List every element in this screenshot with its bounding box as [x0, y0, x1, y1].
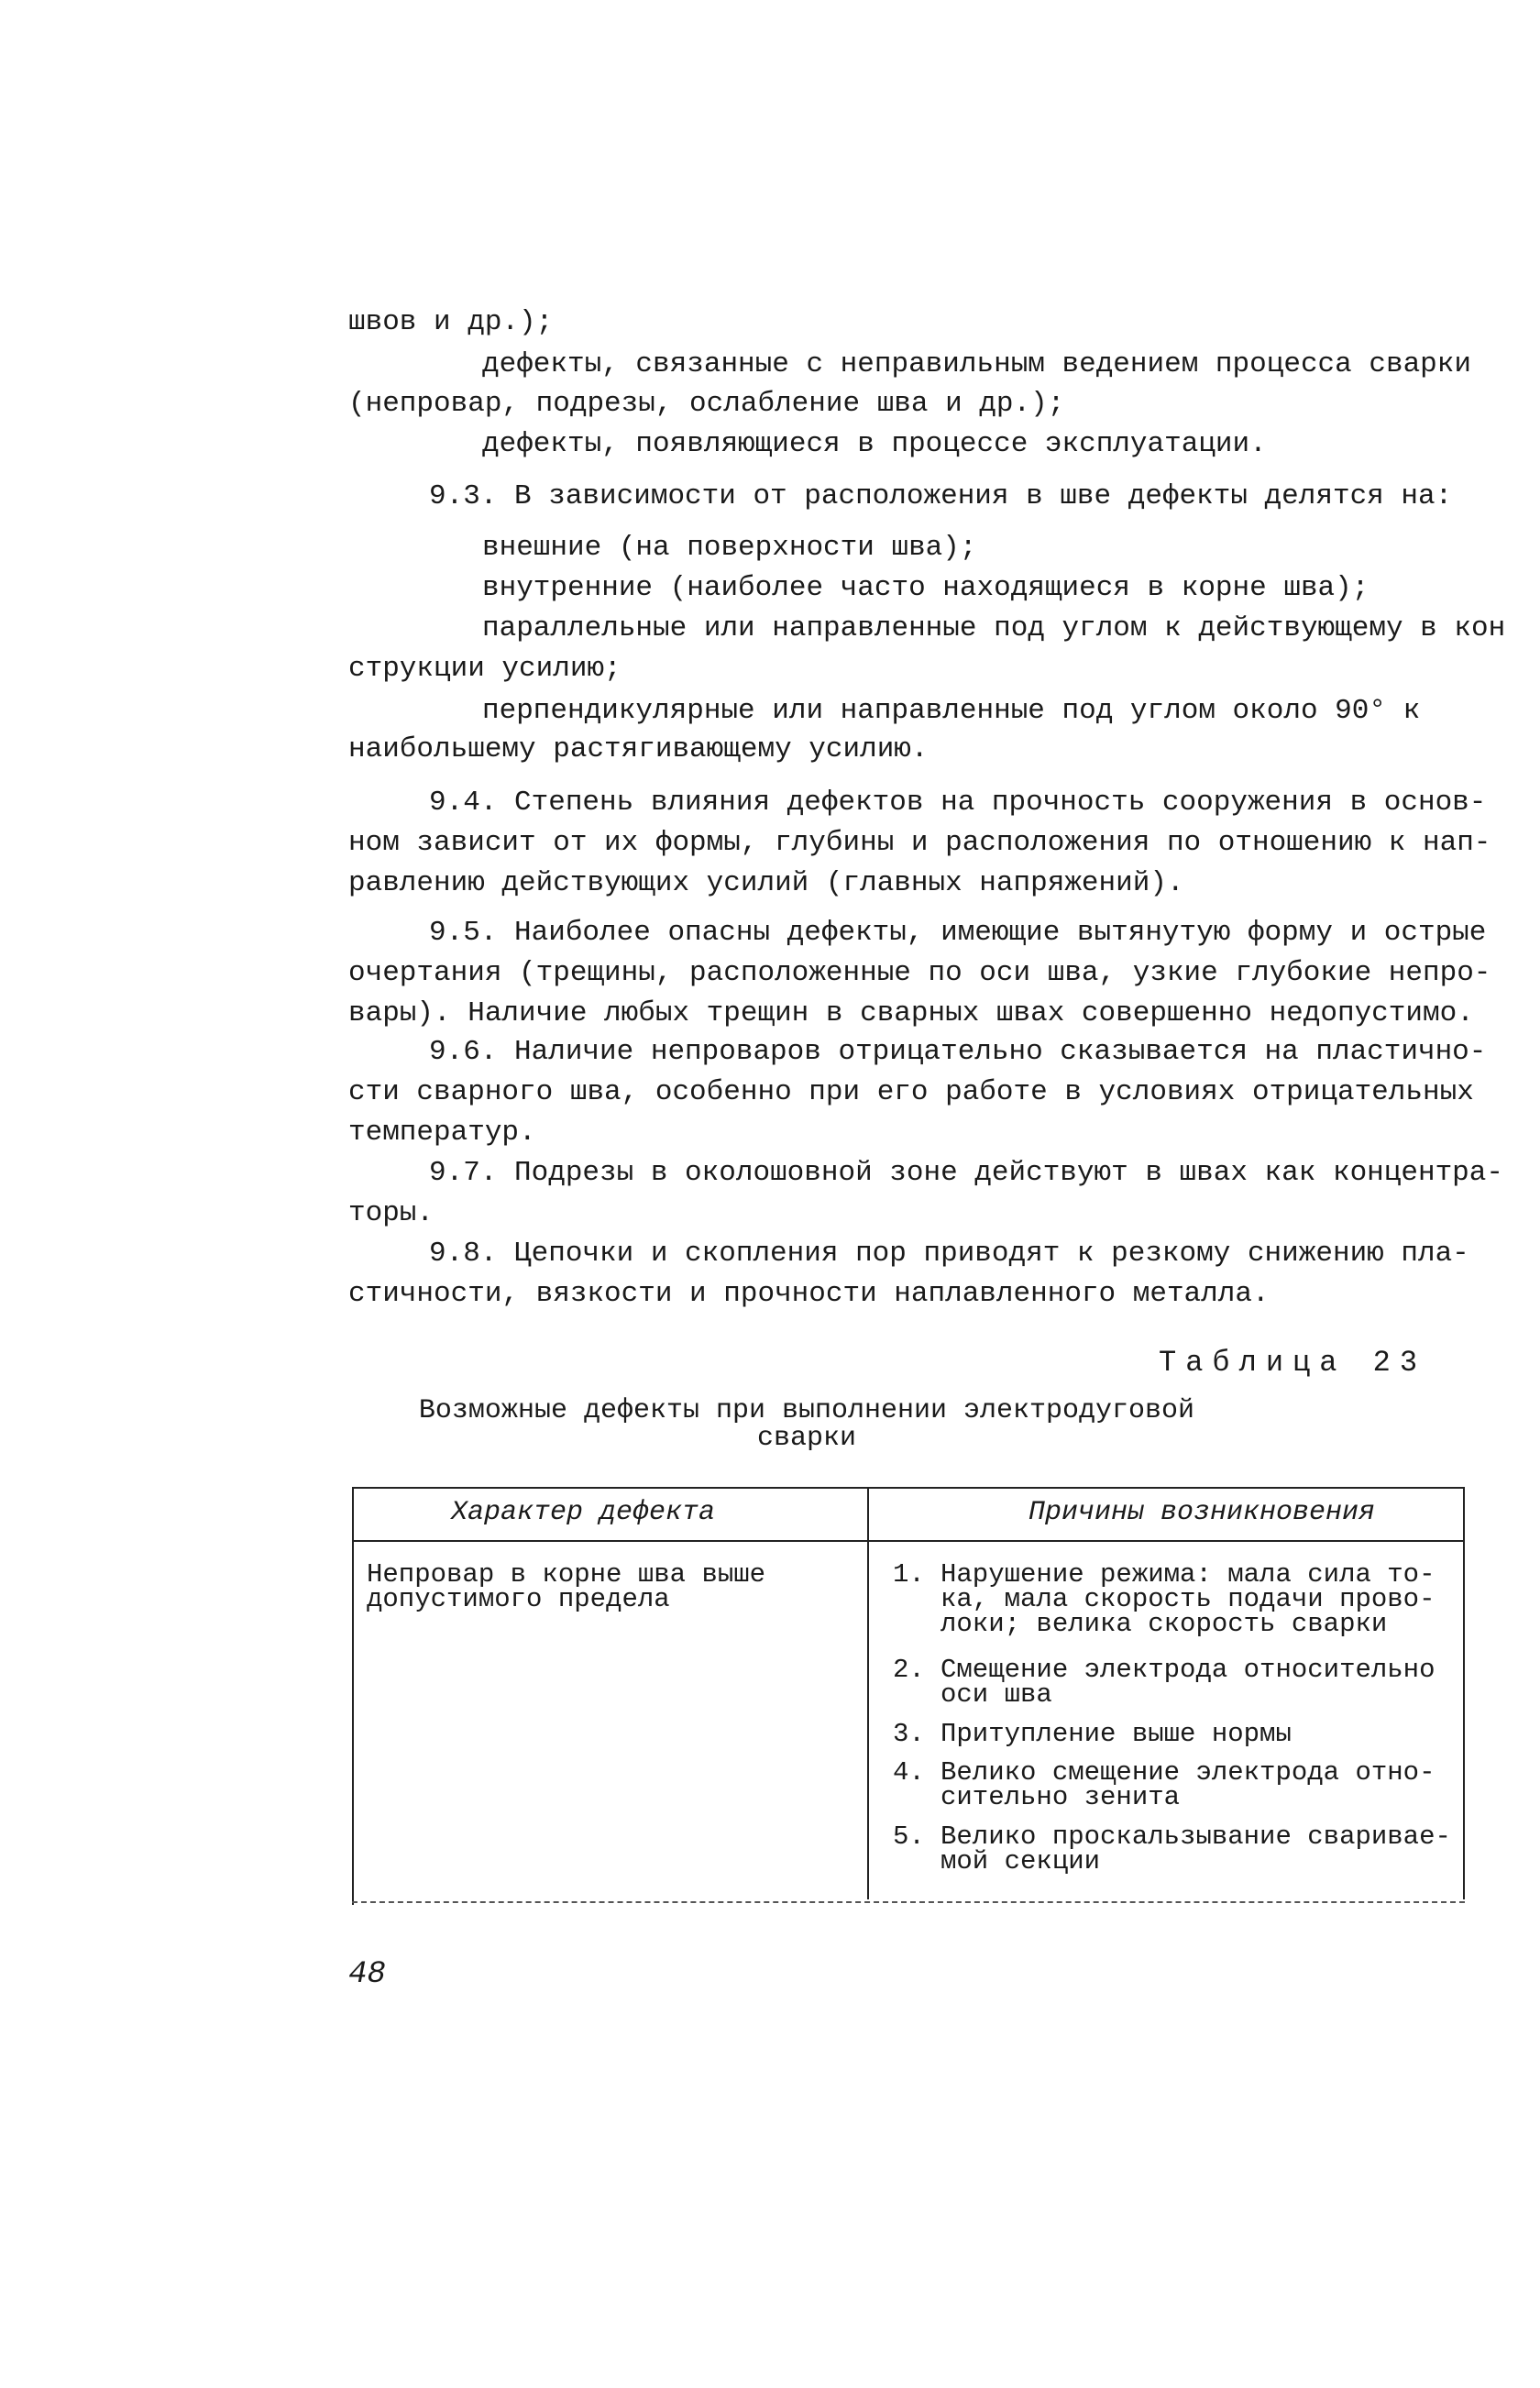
cause-text: Велико смещение электрода отно- сительно зенита [940, 1757, 1436, 1812]
table-border-right [1463, 1487, 1465, 1899]
cause-number: 5. [893, 1821, 925, 1852]
table-header-defect: Характер дефекта [451, 1497, 716, 1528]
text-line: внутренние (наиболее часто находящиеся в корне шва); [482, 572, 1370, 604]
table-border-top [352, 1487, 1465, 1489]
text-line: 9.5. Наиболее опасны дефекты, имеющие вытянутую форму и острые [429, 917, 1487, 949]
defects-table [352, 1487, 1465, 1905]
cause-number: 2. [893, 1655, 925, 1685]
table-border-bottom [352, 1901, 1465, 1903]
text-line: очертания (трещины, расположенные по оси шва, узкие глубокие непро- [348, 957, 1491, 989]
table-border-left [352, 1487, 354, 1905]
text-line: внешние (на поверхности шва); [482, 532, 977, 564]
cause-number: 3. [893, 1719, 925, 1749]
cause-text: Смещение электрода относительно оси шва [940, 1655, 1436, 1710]
text-line: дефекты, связанные с неправильным ведением процесса сварки [482, 348, 1471, 380]
text-line: наибольшему растягивающему усилию. [348, 733, 929, 765]
table-title [348, 1397, 1265, 1452]
text-line: температур. [348, 1117, 536, 1149]
cause-number: 4. [893, 1757, 925, 1788]
text-line: 9.7. Подрезы в околошовной зоне действуют в швах как концентра- [429, 1157, 1503, 1189]
page-number: 48 [348, 1957, 386, 1992]
cause-text: Притупление выше нормы [940, 1719, 1292, 1749]
text-line: дефекты, появляющиеся в процессе эксплуатации. [482, 428, 1267, 460]
text-line: сти сварного шва, особенно при его работе в условиях отрицательных [348, 1076, 1474, 1108]
cause-number: 1. [893, 1559, 925, 1590]
text-line: 9.6. Наличие непроваров отрицательно сказывается на пластично- [429, 1036, 1487, 1068]
table-column-divider [867, 1487, 869, 1899]
text-line: ном зависит от их формы, глубины и расположения по отношению к нап- [348, 827, 1491, 859]
table-title-line: сварки [756, 1423, 857, 1454]
cause-text: Нарушение режима: мала сила то- ка, мала скорость подачи прово- локи; велика скорость сварки [940, 1559, 1436, 1639]
text-line: (непровар, подрезы, ослабление шва и др.); [348, 388, 1065, 420]
text-line: перпендикулярные или направленные под углом около 90° к [482, 695, 1421, 727]
text-line: 9.8. Цепочки и скопления пор приводят к резкому снижению пла- [429, 1238, 1469, 1270]
table-caption: Таблица 23 [1159, 1346, 1427, 1380]
text-line: торы. [348, 1197, 434, 1229]
table-header-causes: Причины возникновения [1028, 1497, 1376, 1528]
text-line: параллельные или направленные под углом к действующему в кон [482, 612, 1506, 644]
table-title-line: Возможные дефекты при выполнении электродуговой [418, 1395, 1195, 1426]
cause-text: Велико проскальзывание сваривае- мой секции [940, 1821, 1451, 1876]
table-cell-defect [367, 1559, 766, 1614]
text-line: 9.4. Степень влияния дефектов на прочность сооружения в основ- [429, 787, 1487, 819]
text-line: стичности, вязкости и прочности наплавленного металла. [348, 1278, 1270, 1310]
text-line: струкции усилию; [348, 653, 622, 685]
text-line: вары). Наличие любых трещин в сварных швах совершенно недопустимо. [348, 997, 1474, 1029]
defect-line: Непровар в корне шва выше [367, 1559, 766, 1590]
text-line: 9.3. В зависимости от расположения в шве дефекты делятся на: [429, 480, 1453, 512]
text-line: швов и др.); [348, 306, 554, 338]
table-header-rule [352, 1540, 1465, 1542]
defect-line: допустимого предела [367, 1584, 670, 1614]
text-line: равлению действующих усилий (главных напряжений). [348, 867, 1184, 899]
